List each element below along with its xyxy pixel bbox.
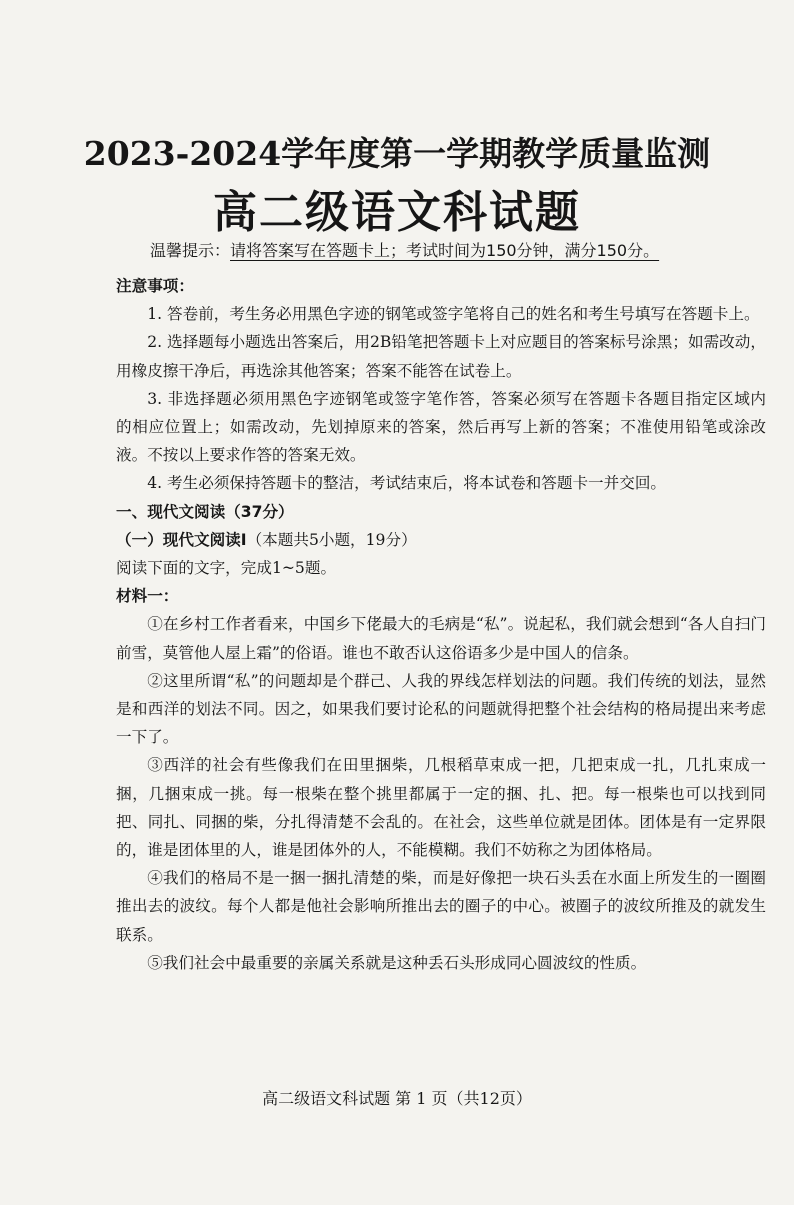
note-item-3: 3. 非选择题必须用黑色字迹钢笔或签字笔作答，答案必须写在答题卡各题目指定区域内 的相应位置上；如需改动，先划掉原来的答案，然后再写上新的答案；不准使用铅笔或涂改液。不按以上要求作答的答案无效。 (116, 389, 782, 465)
paragraph-5: ⑤我们社会中最重要的亲属关系就是这种丢石头形成同心圆波纹的性质。 (147, 953, 647, 972)
paragraph-4: ④我们的格局不是一捆一捆扎清楚的柴，而是好像把一块石头丢在水面上所发生的一圈圈推出去的波纹。每个人都是他社会影响所推出去的圈子的中心。被圈子的波纹所推及的就发生联系。 (116, 869, 766, 944)
subsection-title-rest: （本题共5小题，19分） (246, 530, 417, 549)
instruction: 阅读下面的文字，完成1~5题。 (116, 559, 337, 578)
note-item-1: 1. 答卷前，考生务必用黑色字迹的钢笔或签字笔将自己的姓名和考生号填写在答题卡上。 (147, 305, 760, 324)
material-label: 材料一： (116, 587, 179, 606)
section-title: 一、现代文阅读（37分） (116, 502, 294, 521)
subsection-title (116, 526, 766, 554)
notes-heading: 注意事项： (116, 277, 194, 295)
page-footer: 高二级语文科试题 第 1 页（共12页） (262, 1089, 532, 1108)
subsection-title-bold: （一）现代文阅读Ⅰ (116, 530, 247, 549)
tip-label: 温馨提示： (150, 241, 231, 260)
tip-line (150, 238, 750, 261)
note-item-2: 2. 选择题每小题选出答案后，用2B铅笔把答题卡上对应题目的答案标号涂黑；如需改动，用橡皮擦干净后，再选涂其他答案；答案不能答在试卷上。 (116, 333, 766, 380)
paragraph-1: ①在乡村工作者看来，中国乡下佬最大的毛病是“私”。说起私，我们就会想到“各人自扫门前雪，莫管他人屋上霜”的俗语。谁也不敢否认这俗语多少是中国人的信条。 (116, 615, 766, 662)
exam-title-line2: 高二级语文科试题 (213, 187, 581, 238)
paragraph-2: ②这里所谓“私”的问题却是个群己、人我的界线怎样划法的问题。我们传统的划法，显然是和西洋的划法不同。因之，如果我们要讨论私的问题就得把整个社会结构的格局提出来考虑一下了。 (116, 671, 766, 747)
exam-title-line1: 2023-2024学年度第一学期教学质量监测 (83, 134, 711, 173)
paragraph-3: ③西洋的社会有些像我们在田里捆柴，几根稻草束成一把，几把束成一扎，几扎束成一捆，几捆束成一挑。每一根柴在整个挑里都属于一定的捆、扎、把。每一根柴也可以找到同把、同扎、同捆的柴，分扎得清楚不会乱的。在社会，这些单位就是团体。团体是有一定界限的，谁是团体里的人，谁是团体外的人，不能模糊。我们不妨称之为团体格局。 (116, 756, 766, 860)
tip-text: 请将答案写在答题卡上；考试时间为150分钟，满分150分。 (230, 241, 660, 260)
exam-body (116, 272, 782, 977)
note-item-4: 4. 考生必须保持答题卡的整洁，考试结束后，将本试卷和答题卡一并交回。 (147, 474, 667, 493)
